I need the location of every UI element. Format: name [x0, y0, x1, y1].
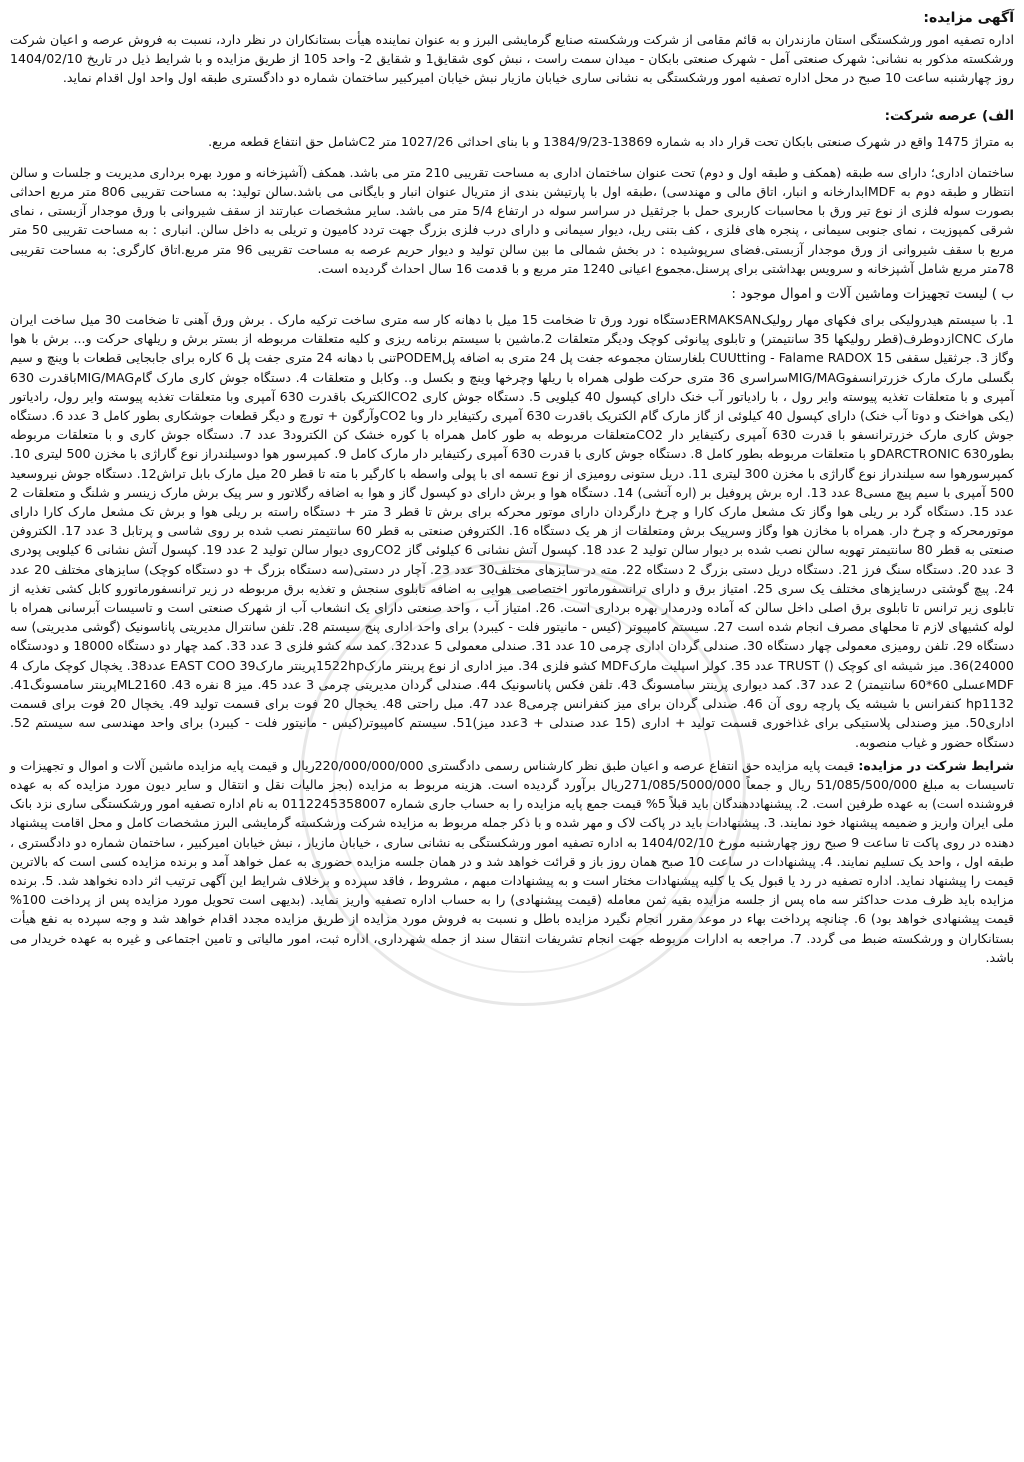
conditions-paragraph — [10, 756, 1014, 967]
section-a-land: به متراژ 1475 واقع در شهرک صنعتی بابکان تحت قرار داد به شماره 13869-1384/9/23 و با بنای احداثی 1027/26 متر C2شامل حق انتفاع قطعه مربع. — [208, 133, 1014, 149]
spacer — [10, 92, 1014, 100]
conditions-body: قیمت پایه مزایده حق انتفاع عرصه و اعیان طبق نظر کارشناس رسمی دادگستری 220/000/000/000ریال و قیمت پایه مزایده ماشین آلات و اموال و تجهیزات و تاسیسات به مبلغ 51/085/500/000 ریال و جمعاً 271/085/5000/000ریال برآورد گردیده است. هزینه مربوط به مزایده (بجز مالیات نقل و انتقال و سایر دیون مورد مزایده که به عهده فروشنده است) به عهده طرفین است. 2. پیشنهاددهندگان باید قبلاً 5% قیمت جمع پایه مزایده را به حساب جاری شماره 0112245358007 به نام اداره تصفیه امور ورشکستگی ساری نزد بانک ملی ایران واریز و ضمیمه پیشنهاد خود نمایند. 3. پیشنهادات باید در پاکت لاک و مهر شده و با ذکر جمله مربوط به مزایده شرکت ورشکسته گرمایشی البرز مشخصات کامل و محل اقامت پیشنهاد دهنده در روی پاکت تا ساعت 9 صبح روز چهارشنبه مورخ 1404/02/10 به اداره تصفیه امور ورشکستگی به نشانی ساری ، خیابان مازیار ، نبش خیابان امیرکبیر ، ساختمان شماره دو دادگستری ، طبقه اول ، واحد یک تسلیم نمایند. 4. پیشنهادات در ساعت 10 صبح همان روز باز و قرائت خواهد شد و در همان جلسه مزایده حضوری به عمل خواهد آمد و برنده مزایده کسی است که بالاترین قیمت را پیشنهاد نماید. اداره تصفیه در رد یا قبول یک یا کلیه پیشنهادات مختار است و به پیشنهادات مبهم ، مشروط ، فاقد سپرده و برخلاف شرایط این آگهی ترتیب اثر داده نخواهد شد. 5. برنده مزایده باید ظرف مدت حداکثر سه ماه پس از جلسه مزایده بقیه ثمن معامله (قیمت پیشنهادی) را به حساب اداره تصفیه واریز نماید. (بدیهی است تحویل مورد مزایده پس از پرداخت 100% قیمت پیشنهادی خواهد بود) 6. چنانچه پرداخت بهاء در موعد مقرر انجام نگیرد مزایده باطل و نسبت به فروش مورد مزایده از طریق مزایده مجدد اقدام خواهد شد و وجه سپرده به نفع هیأت بستانکاران و ورشکسته ضبط می گردد. 7. مراجعه به ادارات مربوطه جهت انجام تشریفات انتقال سند از جمله شهرداری، اداره ثبت، امور مالیاتی و تامین اجتماعی و غیره به عهده خریدار می باشد. — [10, 757, 1015, 965]
section-a-title: الف) عرصه شرکت: — [884, 107, 1014, 124]
notice-intro: اداره تصفیه امور ورشکستگی استان مازندران به قائم مقامی از شرکت ورشکسته صنایع گرمایشی البرز و به عنوان نماینده هیأت بستانکاران در نظر دارد، نسبت به فروش عرصه و اعیان شرکت ورشکسته مذکور به نشانی: شهرک صنعتی آمل - شهرک صنعتی بابکان - میدان سمت راست ، نبش کوی شقایق1 و شقایق 2- واحد 105 از طریق مزایده و با شرایط ذیل در تاریخ 1404/02/10 روز چهارشنبه ساعت 10 صبح در محل اداره تصفیه امور ورشکستگی به نشانی ساری خیابان مازیار نبش خیابان امیرکبیر ساختمان شماره دو دادگستری طبقه اول واحد اول اقدام نماید. — [10, 32, 1014, 86]
conditions-lead: شرایط شرکت در مزایده: — [858, 757, 1014, 773]
section-b-equipment-list: 1. با سیستم هیدرولیکی برای فکهای مهار رولیکERMAKSANدستگاه نورد ورق تا ضخامت 15 میل با دهانه کار سه متری ساخت ترکیه مارک . برش ورق آهنی تا ضخامت 30 میل ساخت ایران مارک CNCازدوطرف(قطر رولیکها 35 سانتیمتر) و تابلوی پیانوئی کوچک ودیگر متعلقات 2.ماشین با سیستم برنامه ریزی و کلیه متعلقات مربوطه از بستر برش و ریلهای حرکت و... برش با هوا وگاز 3. جرثقیل سقفی CUUtting - Falame RADOX 15 بلغارستان مجموعه جفت پل 24 متری به اضافه پلPODEMتنی با دهانه 24 متری جفت پل 6 کاره برای جابجایی قطعات با وینچ و سیم بگسلی مارک مارک خزرترانسفوMIG/MAGسراسری 36 متری حرکت طولی همراه با ریلها وچرخها وینچ و بکسل و.. وکابل و متعلقات 4. دستگاه جوش کاری مارک گامMIG/MAGباقدرت 630 آمپری و با متعلقات تغذیه پیوسته وایر رول ، با رادیاتور آب خنک دارای کپسول 40 کیلویی 5. دستگاه جوش کاری CO2الکتریک باقدرت 630 آمپری وبا متعلقات تغذیه پیوسته وایر رول، رادیاتور (یکی هواخنک و دوتا آب خنک) دارای کپسول 40 کیلوئی از گاز مارک گام الکتریک باقدرت 630 آمپری رکتیفایر دار وبا CO2وآرگون + تورچ و دیگر قطعات جوشکاری بطور کامل 3 عدد 6. دستگاه جوش کاری مارک خزرترانسفو با قدرت 630 آمپری رکتیفایر دار CO2متعلقات مربوطه به طور کامل همراه با کوره خشک کن الکترود3 عدد 7. دستگاه جوش کاری و با متعلقات مربوطه بطورDARCTRONIC 630و با متعلقات مربوطه بطور کامل 8. دستگاه جوش کاری با قدرت 630 آمپری رکتیفایر دار مارک کامل 9. کمپرسور هوا دوسیلندراز نوع گاراژی با مخزن 500 لیتری 10. کمپرسورهوا سه سیلندراز نوع گاراژی با مخزن 300 لیتری 11. دریل ستونی رومیزی از نوع تسمه ای با پولی واسطه با کارگیر با مته تا قطر 20 میل مارک بابل تراش12. دستگاه جوش نیروسعید 500 آمپری با سیم پیچ مسی8 عدد 13. اره برش پروفیل بر (اره آتشی) 14. دستگاه هوا و برش دارای دو کپسول گاز و هوا به اضافه رگلاتور و سر پیک برش مارک زینسر و شلنگ و متعلقات 2 عدد 15. دستگاه گرد بر ریلی هوا وگاز تک مشعل مارک کارا و چرخ دارگردان دارای موتور محرکه برای برش تا قطر 3 متر + دستگاه راسته بر ریلی هوا و برش تک مشعل مارک کارا دارای موتورمحرکه و چرخ دار. همراه با مخازن هوا وگاز وسرپیک برش ومتعلقات از هر یک دستگاه 16. الکتروفن صنعتی به قطر 60 سانتیمتر نصب شده بر روی شاسی و پرتابل 3 عدد 17. الکتروفن صنعتی به قطر 80 سانتیمتر تهویه سالن نصب شده بر دیوار سالن تولید 2 عدد 18. کپسول آتش نشانی 6 کیلوئی گاز CO2روی دیوار سالن تولید 2 عدد 19. کپسول آتش نشانی 6 کیلویی پودری 3 عدد 20. دستگاه سنگ فرز 21. دستگاه دریل دستی بزرگ 2 دستگاه 22. مته در سایزهای مختلف30 عدد 23. آچار در دستی(سه دستگاه بزرگ + دو دستگاه کوچک) سایزهای مختلف 20 عدد 24. پیچ گوشتی درسایزهای مختلف یک سری 25. امتیاز برق و دارای ترانسفورماتور اختصاصی هوایی به اضافه تابلوی سنجش و تغذیه برق مربوطه در زیر ترانسفورماتورو کابل کشی تغذیه از تابلوی زیر ترانس تا تابلوی برق اصلی داخل سالن که آماده ودرمدار بهره برداری است. 26. امتیاز آب ، واحد صنعتی دارای یک انشعاب آب از شهرک صنعتی است و تاسیسات آبرسانی همراه با لوله کشیهای لازم تا محلهای مصرف انجام شده است 27. سیستم کامپیوتر (کیس - مانیتور فلت - کیبرد) برای واحد اداری پنج سیستم 28. تلفن سانترال مدیریتی پاناسونیک (گوشی مدیریتی) سه دستگاه 29. تلفن رومیزی معمولی چهار دستگاه 30. صندلی گردان اداری چرمی 10 عدد 31. صندلی معمولی 5 عدد32. کمد سه کشو فلزی 3 عدد 33. کمد چهار دو دستگاه 18000 و دودستگاه 24000)36. میز شیشه ای کوچک () TRUST عدد 35. کولر اسپلیت مارکMDF کشو فلزی 34. میز اداری از نوع پرینتر مارک1522hpپرینتر مارک39 EAST COO عدد38. یخچال کوچک مارک 4 MDFعسلی 60*60 سانتیمتر) 2 عدد 37. کمد دیواری پرینتر سامسونگ 43. تلفن فکس پاناسونیک 44. صندلی گردان مدیریتی چرمی 3 عدد 45. میز 8 نفره 43. ML2160پرینتر سامسونگ41. hp1132 کنفرانس با شیشه یک پارچه روی آن 46. صندلی گردان برای میز کنفرانس چرمی8 عدد 47. مبل راحتی 48. یخچال 20 فوت برای قسمت تولید 49. یخچال 20 فوت برای قسمت اداری50. میز وصندلی پلاستیکی برای غذاخوری قسمت تولید + اداری (15 عدد صندلی + 3عدد میز)51. سیستم کامپیوتر(کیس - مانیتور فلت - کیبرد) برای واحد مهندسی سه سیستم 52. دستگاه حضور و غیاب منصوبه. — [10, 312, 1015, 750]
section-b-title: ب ) لیست تجهیزات وماشین آلات و اموال موجود : — [731, 286, 1014, 303]
spacer — [10, 155, 1014, 163]
section-a-buildings: ساختمان اداری؛ دارای سه طبقه (همکف و طبقه اول و دوم) تحت عنوان ساختمان اداری به مساحت تقریبی 210 متر می باشد. همکف (آشپزخانه و مورد بهره برداری مدیریت و جلسات و سالن انتظار و طبقه دوم به MDFابدارخانه و انبار، اتاق مالی و مهندسی) ،طبقه اول با پارتیشن بندی از متریال عنوان انبار و بایگانی می باشد.سالن تولید: به مساحت تقریبی 806 متر مربع احداثی بصورت سوله فلزی از نوع تیر ورق با محاسبات کاربری حمل با جرثقیل در سراسر سوله در ارتفاع 5/4 متر می باشد. سایر مشخصات عبارتند از سقف شیروانی با ورق موجدار آزبستی ، نمای شرقی کمپوزیت ، نمای جنوبی سیمانی ، پنجره های فلزی ، کف بتنی ریل، دیوار سیمانی و دارای درب فلزی بزرگ جهت تردد کامیون و تریلی به داخل سالن. انباری : به مساحت تقریبی 50 متر مربع با سقف شیروانی از ورق موجدار آزبستی.فضای سرپوشیده : در بخش شمالی ما بین سالن تولید و دیوار حریم عرصه به مساحت تقریبی 96 متر مربع.اتاق کارگری: به مساحت تقریبی 78متر مربع شامل آشپزخانه و سرویس بهداشتی برای پرسنل.مجموع اعیانی 1240 متر مربع و با قدمت 16 سال احداث گردیده است. — [10, 164, 1015, 276]
notice-title: آگهی مزایده: — [923, 10, 1014, 26]
